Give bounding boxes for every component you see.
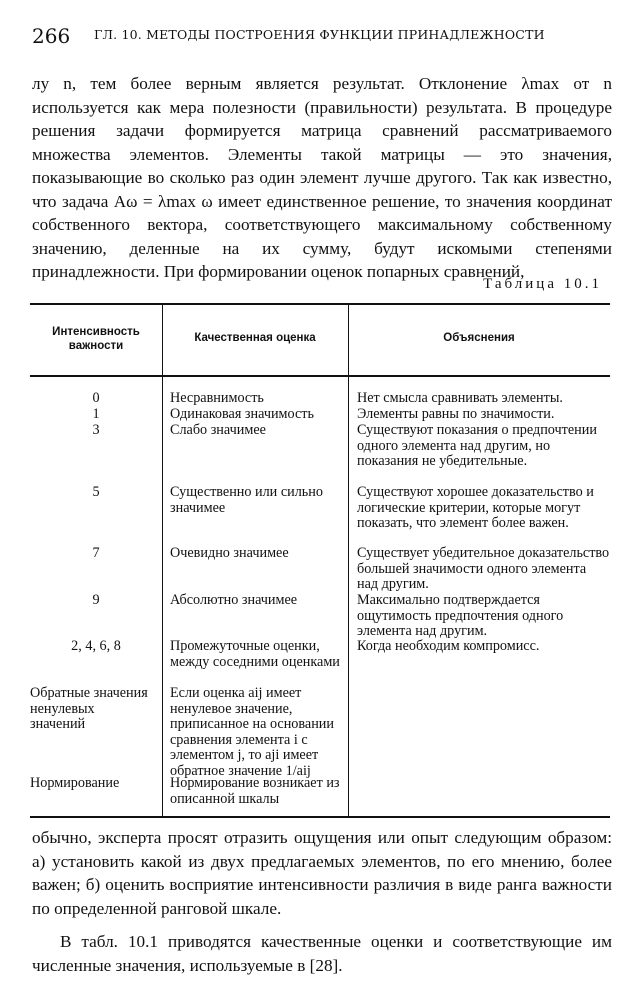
header-quality: Качественная оценка <box>194 332 316 344</box>
table-10-1 <box>30 303 610 821</box>
cell-explanation: Существуют показания о предпочтении одного элемента над другим, но показания не убедительные. <box>357 422 597 470</box>
table-caption: Таблица 10.1 <box>483 276 602 292</box>
cell-explanation: Существуют хорошее доказательство и логические критерии, которые могут показать, что элемент более важен. <box>357 484 594 532</box>
paragraph-table-ref: В табл. 10.1 приводятся качественные оценки и соответствующие им численные значения, используемые в [28]. <box>32 932 612 975</box>
cell-intensity: 3 <box>92 422 100 438</box>
cell-quality: Слабо значимее <box>170 422 266 438</box>
header-intensity: Интенсивность важности <box>52 326 140 352</box>
cell-intensity: 0 <box>92 390 100 406</box>
cell-quality: Абсолютно значимее <box>170 592 298 608</box>
column-divider <box>348 303 349 818</box>
cell-intensity: 5 <box>92 484 100 500</box>
table-header-rule <box>30 375 610 377</box>
cell-explanation: Нет смысла сравнивать элементы. <box>357 390 563 406</box>
running-title: ГЛ. 10. МЕТОДЫ ПОСТРОЕНИЯ ФУНКЦИИ ПРИНАДЛЕЖНОСТИ <box>94 27 545 42</box>
page-number: 266 <box>32 24 71 48</box>
cell-quality: Если оценка aij имеет ненулевое значение, приписанное на основании сравнения элемента i с элементом j, то aji имеет обратное значение 1/aij <box>170 685 334 779</box>
paragraph-intro: лу n, тем более верным является результат. Отклонение λmax от n используется как мера полезности (правильности) результата. В процедуре решения задачи формируется матрица сравнений рассматриваемого множества элементов. Элементы такой матрицы — это значения, показывающие во сколько раз один элемент лучше другого. Так как известно, что задача Aω = λmax ω имеет единственное решение, то значения координат собственного вектора, соответствующего максимальному собственному значению, деленные на их сумму, будут искомыми степенями принадлежности. При формировании оценок попарных сравнений, <box>32 74 612 281</box>
cell-intensity: Обратные значения ненулевых значений <box>30 685 148 733</box>
column-divider <box>162 303 163 818</box>
cell-explanation: Элементы равны по значимости. <box>357 406 555 422</box>
cell-intensity: 2, 4, 6, 8 <box>71 638 121 654</box>
cell-quality: Одинаковая значимость <box>170 406 314 422</box>
cell-quality: Несравнимость <box>170 390 264 406</box>
cell-explanation: Когда необходим компромисс. <box>357 638 540 654</box>
page-header <box>32 24 612 48</box>
table-top-rule <box>30 303 610 305</box>
cell-intensity: 1 <box>92 406 100 422</box>
cell-quality: Нормирование возникает из описанной шкалы <box>170 775 340 807</box>
cell-explanation: Существует убедительное доказательство большей значимости одного элемента над другим. <box>357 545 610 593</box>
header-explanation: Объяснения <box>443 332 515 344</box>
cell-intensity: Нормирование <box>30 775 120 791</box>
table-bottom-rule <box>30 816 610 818</box>
cell-quality: Промежуточные оценки, между соседними оценками <box>170 638 340 670</box>
cell-intensity: 7 <box>92 545 100 561</box>
cell-quality: Очевидно значимее <box>170 545 289 561</box>
cell-quality: Существенно или сильно значимее <box>170 484 323 516</box>
cell-explanation: Максимально подтверждается ощутимость предпочтения одного элемента над другим. <box>357 592 564 640</box>
paragraph-expert: обычно, эксперта просят отразить ощущения или опыт следующим образом: а) установить какой из двух предлагаемых элементов, по его мнению, более важен; б) оценить восприятие интенсивности различия в виде ранга важности по определенной ранговой шкале. <box>32 828 612 918</box>
cell-intensity: 9 <box>92 592 100 608</box>
